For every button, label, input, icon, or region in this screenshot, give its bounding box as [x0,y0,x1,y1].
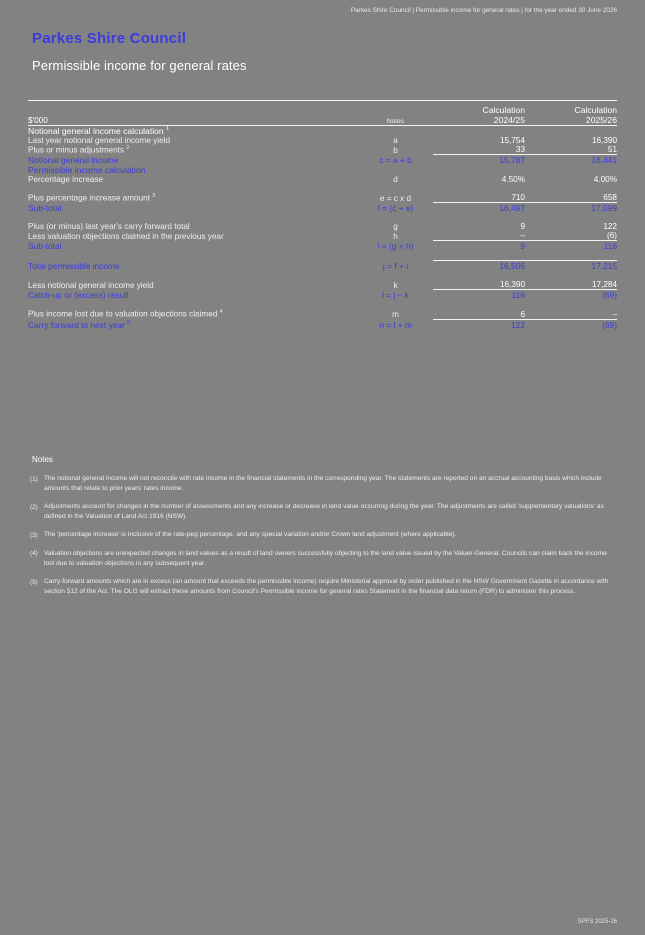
table-row [28,319,617,330]
table-row [28,222,617,231]
row-note-ref: b [393,145,398,155]
value-2025-26: (69) [525,319,617,330]
value-2025-26: 116 [525,241,617,252]
footnote-marker: 4 [219,309,223,316]
row-label: Less valuation objections claimed in the previous year [28,231,224,241]
notes-heading: Notes [32,455,53,464]
row-label: Sub-total [28,241,62,252]
col-header-2025-26-line1: Calculation [574,105,617,115]
running-header: Parkes Shire Council | Permissible income for general rates | for the year ended 30 June 2026 [350,7,617,14]
page-title: Permissible income for general rates [32,58,247,73]
note-number: (5) [30,578,38,586]
footnote-marker: 5 [127,319,131,326]
footnote-marker: 1 [166,126,170,133]
value-2025-26: – [612,309,617,319]
note-item [30,474,618,493]
notes-list [30,474,618,605]
value-2024-25: 16,497 [433,203,525,214]
table-row [28,155,617,166]
table-row [28,175,617,184]
table-row [28,241,617,252]
row-note-ref: h [393,231,398,241]
row-note-ref: d [393,175,398,185]
table-row [28,261,617,272]
value-2024-25: 15,754 [499,136,525,145]
value-2024-25: 16,390 [499,280,525,290]
col-header-2025-26-line2: 2025/26 [525,115,617,126]
note-item [30,502,618,521]
row-label: Plus or minus adjustments [28,145,125,155]
row-label: Sub-total [28,203,62,214]
value-2025-26: 51 [607,145,617,155]
page-footer: SPFS 2025-26 [577,919,617,925]
value-2025-26: 4.00% [593,175,617,185]
row-note-ref: n = l + m [379,319,412,330]
section-title-row [28,165,617,175]
note-number: (3) [30,531,38,539]
note-text: The notional general income will not reconcile with rate income in the financial statements in the corresponding year. The statements are reported on an accrual accounting basis which include amounts that relate to prior years' rates income. [44,475,602,492]
note-number: (1) [30,475,38,483]
table-row [28,280,617,290]
row-note-ref: c = a + b [379,155,412,166]
value-2024-25: 4.50% [501,175,525,185]
row-note-ref: e = c x d [379,193,412,203]
value-2024-25: 122 [433,319,525,330]
council-name: Parkes Shire Council [32,30,187,47]
row-label: Last year notional general income yield [28,136,171,145]
col-header-2024-25-line2: 2024/25 [433,115,525,126]
value-2025-26: 658 [603,193,617,203]
value-2024-25: 6 [520,309,525,319]
value-2025-26: 17,284 [591,280,617,290]
table-row [28,136,617,145]
note-text: Adjustments account for changes in the number of assessments and any increase or decrease in land value occurring during the year. The adjustments are called 'supplementary valuations' as defined in the Valuation of Land Act 1916 (NSW). [44,503,604,520]
table-row [28,145,617,155]
row-label: Notional general income [28,155,119,166]
row-label: Plus income lost due to valuation objections claimed [28,310,218,320]
row-label: Carry forward to next year [28,319,125,330]
value-2024-25: 9 [433,241,525,252]
value-2024-25: 9 [520,222,525,232]
row-label: Less notional general income yield [28,280,154,290]
col-header-2024-25-line1: Calculation [482,105,525,115]
section-title-row [28,126,617,137]
row-note-ref: l = j – k [382,290,409,301]
row-note-ref: a [393,136,398,145]
table-row [28,193,617,203]
section-title: Permissible income calculation [28,165,146,176]
section-title: Notional general income calculation [28,126,164,136]
row-note-ref: i = (g + h) [377,241,414,252]
row-label: Catch-up or (excess) result [28,290,129,301]
value-2025-26: 17,215 [525,261,617,272]
row-label: Percentage increase [28,175,104,185]
footnote-marker: 3 [152,193,156,200]
value-2025-26: 122 [603,222,617,232]
note-number: (4) [30,550,38,558]
units-header: $'000 [28,115,358,126]
value-2025-26: 16,441 [525,155,617,166]
note-text: Carry-forward amounts which are in excess (an amount that exceeds the permissible income) require Ministerial approval by order published in the NSW Government Gazette in accordance with section 512 of the Act. The OLG will extract these amounts from Council's Permissible income for general rates Statement in the financial data return (FDR) to administer this process. [44,578,609,595]
row-label: Plus percentage increase amount [28,193,150,203]
value-2024-25: 116 [433,290,525,301]
note-item [30,549,618,568]
row-note-ref: j = f + i [382,261,409,272]
value-2025-26: 16,390 [591,136,617,145]
row-note-ref: g [393,222,398,232]
note-item [30,577,618,596]
table-row [28,290,617,301]
note-text: The 'percentage increase' is inclusive of the rate-peg percentage, and any special variation and/or Crown land adjustment (where applicable). [44,531,457,539]
value-2024-25: 16,506 [433,261,525,272]
value-2025-26: 17,099 [525,203,617,214]
row-label: Total permissible income [28,261,120,272]
row-note-ref: f = (c + e) [377,203,414,214]
table-row [28,203,617,214]
row-label: Plus (or minus) last year's carry forward total [28,222,190,232]
row-note-ref: m [392,310,399,320]
value-2025-26: (6) [606,231,617,241]
note-item [30,530,618,540]
notes-header: Notes [358,115,433,126]
row-note-ref: k [393,280,398,290]
value-2024-25: 15,787 [433,155,525,166]
table-row [28,231,617,241]
value-2024-25: 710 [511,193,525,203]
value-2025-26: (69) [525,290,617,301]
value-2024-25: 33 [515,145,525,155]
footnote-marker: 2 [126,145,130,151]
note-number: (2) [30,503,38,511]
note-text: Valuation objections are unexpected changes in land values as a result of land owners successfully objecting to the land value issued by the Valuer-General. Councils can claim back the income lost due to valuation objections in any subsequent year. [44,549,607,567]
table-row [28,309,617,319]
value-2024-25: – [520,231,525,241]
permissible-income-table [28,100,617,330]
